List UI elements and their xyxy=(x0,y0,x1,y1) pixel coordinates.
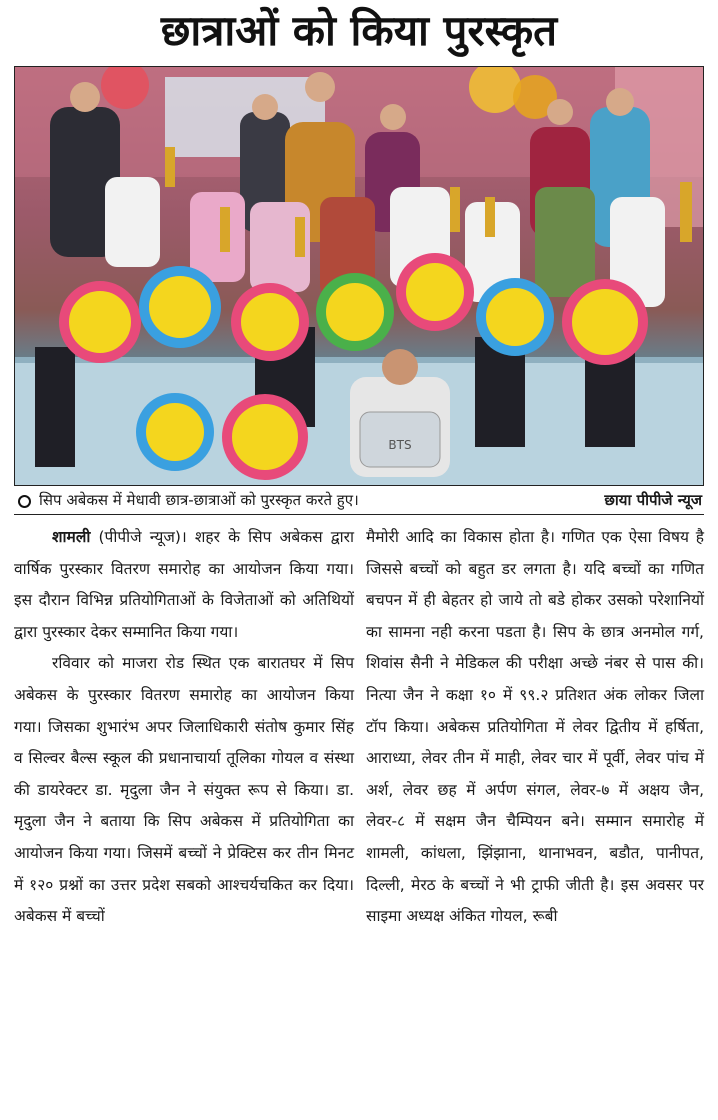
article-paragraph-2: रविवार को माजरा रोड स्थित एक बारातघर में सिप अबेकस के पुरस्कार वितरण समारोह का आयोजन किया गया। जिसका शुभारंभ अपर जिलाधिकारी संतोष कुमार सिंह व सिल्वर बैल्स स्कूल की प्रधानाचार्या तूलिका गोयल व संस्था की डायरेक्टर डा. मृदुला जैन ने संयुक्त रूप से किया। डा. मृदुला जैन ने बताया कि सिप अबेकस में प्रतियोगिता का आयोजन किया गया। जिसमें बच्चों ने प्रेक्टिस कर तीन मिनट में १२० प्रश्नों का उत्तर प्रदेश सबको आश्चर्यचकित कर दिया। अबेकस में बच्चों xyxy=(14,654,354,926)
photo-credit: छाया पीपीजे न्यूज xyxy=(604,491,702,509)
caption-bullet-icon xyxy=(18,495,31,508)
caption-text: सिप अबेकस में मेधावी छात्र-छात्राओं को पुरस्कृत करते हुए। xyxy=(39,491,359,509)
news-photo xyxy=(14,66,704,486)
photo-illustration xyxy=(15,67,703,485)
photo-caption xyxy=(14,486,704,515)
article-paragraph-1 xyxy=(14,522,354,648)
article-column-left xyxy=(14,522,354,933)
headline: छात्राओं को किया पुरस्कृत xyxy=(160,6,558,55)
paragraph-1-text: (पीपीजे न्यूज)। शहर के सिप अबेकस द्वारा वार्षिक पुरस्कार वितरण समारोह का आयोजन किया गया। इस दौरान विभिन्न प्रतियोगिताओं के विजेताओं को अतिथियों द्वारा पुरस्कार देकर सम्मानित किया गया। xyxy=(14,528,354,641)
dateline: शामली xyxy=(52,528,91,546)
article-paragraph-3: मैमोरी आदि का विकास होता है। गणित एक ऐसा विषय है जिससे बच्चों को बहुत डर लगता है। यदि बच्चों का गणित बचपन में ही बेहतर हो जाये तो बडे होकर उसको परेशानियों का सामना नही करना पडता है। सिप के छात्र अनमोल गर्ग, शिवांस सैनी ने मेडिकल की परीक्षा अच्छे नंबर से पास की। नित्या जैन ने कक्षा १० में ९९.२ प्रतिशत अंक लोकर जिला टॉप किया। अबेकस प्रतियोगिता में लेवर द्वितीय में हर्षिता, आराध्या, लेवर तीन में माही, लेवर चार में पूर्वी, लेवर पांच में अर्श, लेवर छह में अर्पण संगल, लेवर-७ में अक्षय जैन, लेवर-८ में सक्षम जैन चैम्पियन बने। सम्मान समारोह में शामली, कांधला, झिंझाना, थानाभवन, बडौत, पानीपत, दिल्ली, मेरठ के बच्चों ने भी ट्राफी जीती है। इस अवसर पर साइमा अध्यक्ष अंकित गोयल, रूबी xyxy=(366,528,704,926)
bag-text: BTS xyxy=(388,438,412,452)
article-column-right xyxy=(366,522,704,933)
